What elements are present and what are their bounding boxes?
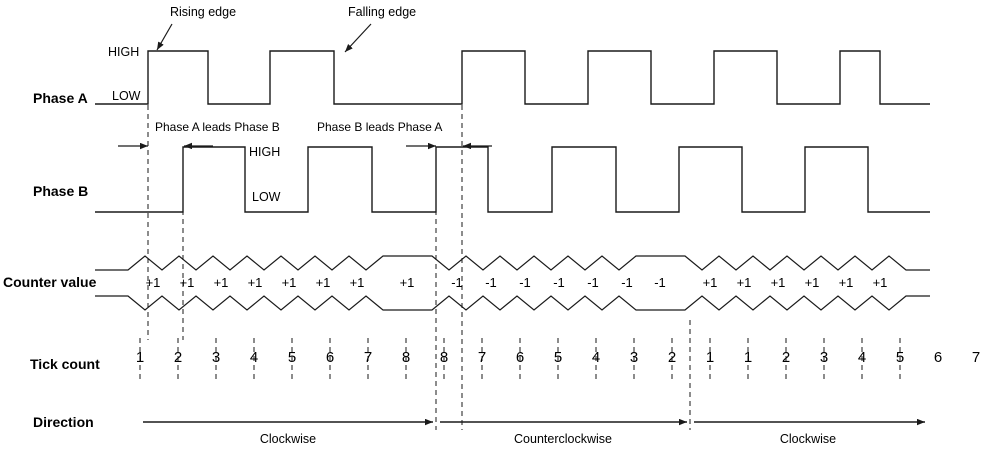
phase-b-high-label: HIGH — [249, 145, 281, 159]
vertical-guide-lines — [148, 51, 690, 430]
counter-value-cell: +1 — [179, 275, 195, 290]
counter-value-cell: -1 — [485, 275, 497, 290]
tick-count-cell: 6 — [933, 349, 943, 366]
tick-count-cell: 7 — [971, 349, 981, 366]
row-label-direction: Direction — [33, 414, 94, 430]
counter-value-cell: -1 — [451, 275, 463, 290]
tick-count-cell: 8 — [439, 349, 449, 366]
callout-leader-lines — [157, 24, 371, 52]
direction-label-clockwise-2: Clockwise — [779, 432, 837, 446]
counter-value-cell: +1 — [736, 275, 752, 290]
tick-count-cell: 4 — [857, 349, 867, 366]
tick-count-cell: 8 — [401, 349, 411, 366]
tick-count-cell: 1 — [135, 349, 145, 366]
counter-value-cell: -1 — [621, 275, 633, 290]
phase-a-waveform — [95, 51, 930, 104]
tick-count-cell: 7 — [477, 349, 487, 366]
phase-a-low-label: LOW — [112, 89, 141, 103]
counter-value-cell: +1 — [804, 275, 820, 290]
counter-value-cell: -1 — [654, 275, 666, 290]
row-label-phase-a: Phase A — [33, 90, 88, 106]
tick-count-cell: 1 — [705, 349, 715, 366]
rising-edge-leader — [157, 24, 172, 50]
tick-count-cell: 2 — [781, 349, 791, 366]
phase-a-high-label: HIGH — [108, 45, 140, 59]
row-label-tick-count: Tick count — [30, 356, 100, 372]
direction-label-counterclockwise: Counterclockwise — [514, 432, 612, 446]
tick-count-cell: 6 — [325, 349, 335, 366]
counter-value-cell: +1 — [872, 275, 888, 290]
tick-count-cell: 6 — [515, 349, 525, 366]
tick-count-cell: 3 — [629, 349, 639, 366]
counter-value-cell: +1 — [247, 275, 263, 290]
counter-value-cell: +1 — [838, 275, 854, 290]
phase-b-waveform — [95, 147, 930, 212]
counter-value-cell: +1 — [213, 275, 229, 290]
counter-value-cell: +1 — [145, 275, 161, 290]
counter-value-cell: -1 — [587, 275, 599, 290]
rising-edge-callout: Rising edge — [170, 5, 237, 19]
counter-value-cell: -1 — [519, 275, 531, 290]
phase-b-leads-a-note: Phase B leads Phase A — [317, 120, 443, 134]
tick-count-cell: 4 — [591, 349, 601, 366]
tick-count-cell: 1 — [743, 349, 753, 366]
counter-value-cell: -1 — [553, 275, 565, 290]
counter-value-cell: +1 — [770, 275, 786, 290]
falling-edge-callout: Falling edge — [348, 5, 417, 19]
counter-value-cell: +1 — [702, 275, 718, 290]
counter-value-cell: +1 — [399, 275, 415, 290]
tick-count-cell: 4 — [249, 349, 259, 366]
tick-count-cell: 3 — [819, 349, 829, 366]
tick-count-cell: 2 — [667, 349, 677, 366]
counter-value-cell: +1 — [281, 275, 297, 290]
falling-edge-leader — [345, 24, 371, 52]
tick-count-cell: 7 — [363, 349, 373, 366]
tick-count-cell: 3 — [211, 349, 221, 366]
row-label-counter-value: Counter value — [3, 274, 97, 290]
tick-count-cell: 5 — [895, 349, 905, 366]
tick-count-cell: 2 — [173, 349, 183, 366]
direction-label-clockwise-1: Clockwise — [259, 432, 317, 446]
counter-value-cell: +1 — [349, 275, 365, 290]
tick-count-cell: 5 — [287, 349, 297, 366]
tick-count-cell: 5 — [553, 349, 563, 366]
phase-a-leads-b-note: Phase A leads Phase B — [155, 120, 280, 134]
phase-b-low-label: LOW — [252, 190, 281, 204]
row-label-phase-b: Phase B — [33, 183, 89, 199]
counter-value-cell: +1 — [315, 275, 331, 290]
